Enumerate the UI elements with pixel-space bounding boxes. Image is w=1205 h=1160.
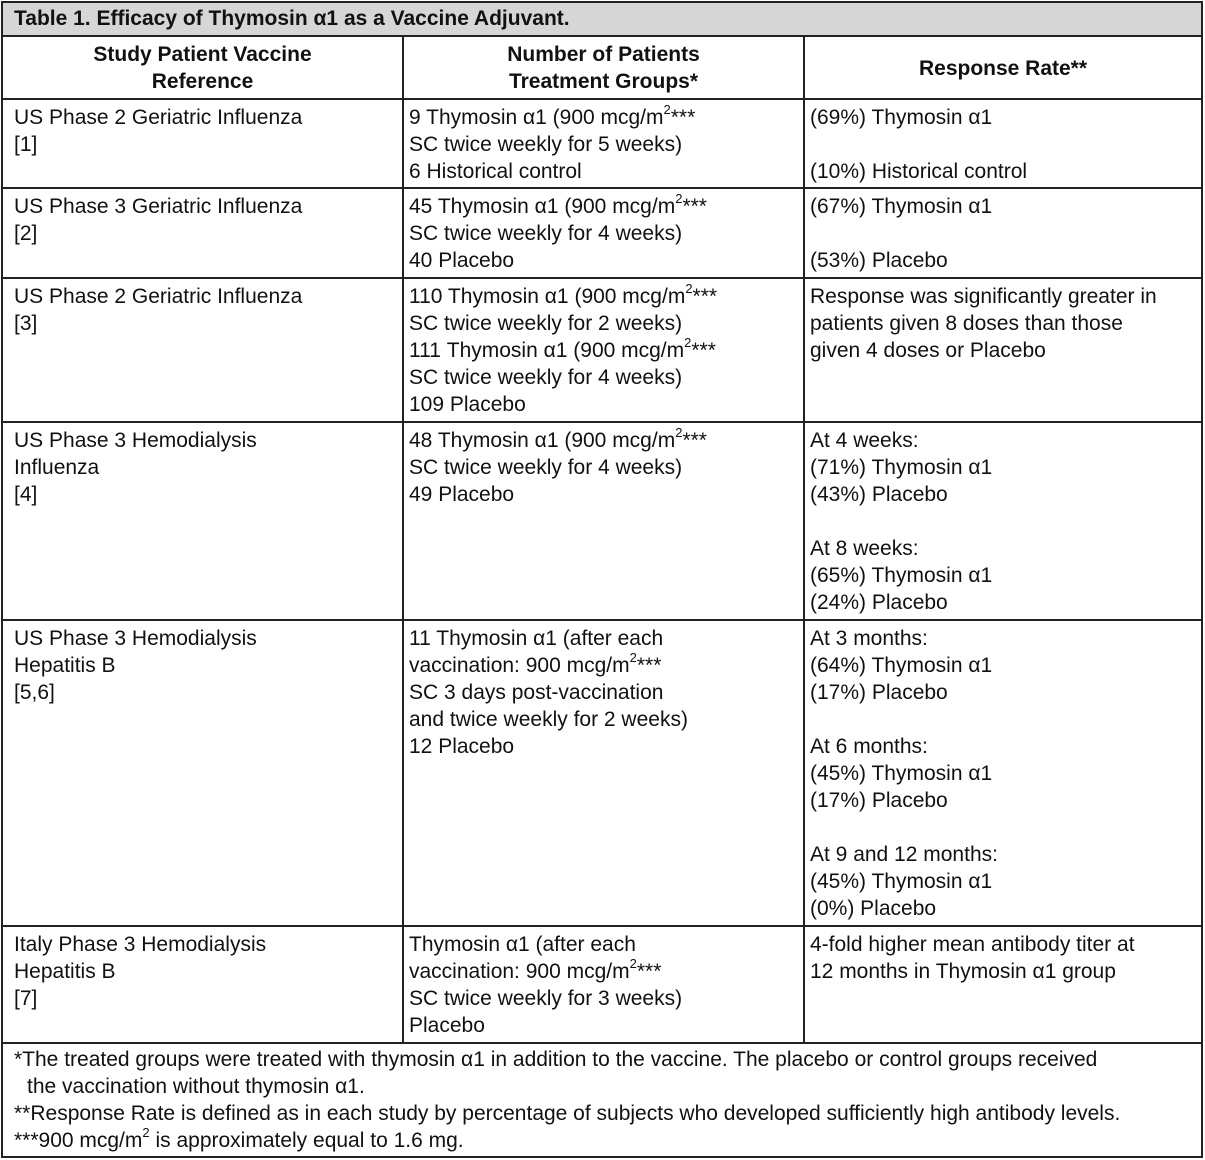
cell-response: (67%) Thymosin α1 (53%) Placebo bbox=[810, 195, 993, 272]
cell-groups: 45 Thymosin α1 (900 mcg/$m^2***$ SC twice weekly for 4 weeks) 40 Placebo bbox=[409, 191, 707, 272]
footnote-single-asterisk: *The treated groups were treated with thymosin α1 in addition to the vaccine. The placebo or control groups received bbox=[14, 1048, 1098, 1071]
row-divider bbox=[3, 619, 1201, 621]
row-divider bbox=[3, 1042, 1201, 1044]
footnote-triple-asterisk: ***900 mcg/$m^2$ is approximately equal to 1.6 mg. bbox=[14, 1125, 464, 1152]
cell-study: US Phase 2 Geriatric Influenza [3] bbox=[14, 285, 303, 335]
cell-response: Response was significantly greater in patients given 8 doses than those given 4 doses or Placebo bbox=[810, 285, 1157, 362]
cell-study: US Phase 3 Hemodialysis Hepatitis B [5,6] bbox=[14, 627, 257, 704]
row-divider bbox=[3, 277, 1201, 279]
row-divider bbox=[3, 421, 1201, 423]
cell-study: US Phase 3 Hemodialysis Influenza [4] bbox=[14, 429, 257, 506]
cell-response: At 3 months: (64%) Thymosin α1 (17%) Placebo At 6 months: (45%) Thymosin α1 (17%) Placebo At 9 and 12 months: (45%) Thymosin α1 (0%) Placebo bbox=[810, 627, 998, 920]
column-header-response: Response Rate** bbox=[918, 57, 1088, 80]
cell-study: US Phase 2 Geriatric Influenza [1] bbox=[14, 106, 303, 156]
cell-groups: 11 Thymosin α1 (after each vaccination: 900 mcg/$m^2***$ SC 3 days post-vaccination and twice weekly for 2 weeks) 12 Placebo bbox=[409, 627, 688, 758]
cell-groups: 9 Thymosin α1 (900 mcg/$m^2***$ SC twice weekly for 5 weeks) 6 Historical control bbox=[409, 102, 696, 183]
cell-response: 4-fold higher mean antibody titer at 12 months in Thymosin α1 group bbox=[810, 933, 1135, 983]
cell-groups: Thymosin α1 (after each vaccination: 900 mcg/$m^2***$ SC twice weekly for 3 weeks) Placebo bbox=[409, 933, 683, 1037]
column-header-patients: Number of Patients Treatment Groups* bbox=[507, 43, 700, 93]
cell-study: Italy Phase 3 Hemodialysis Hepatitis B [7] bbox=[14, 933, 267, 1010]
cell-response: (69%) Thymosin α1 (10%) Historical control bbox=[810, 106, 1028, 183]
cell-study: US Phase 3 Geriatric Influenza [2] bbox=[14, 195, 303, 245]
footnote-single-asterisk-continued: the vaccination without thymosin α1. bbox=[27, 1075, 365, 1098]
row-divider bbox=[3, 925, 1201, 927]
footnote-double-asterisk: **Response Rate is defined as in each study by percentage of subjects who developed sufficiently high antibody levels. bbox=[14, 1102, 1121, 1125]
column-header-study: Study Patient Vaccine Reference bbox=[93, 43, 312, 93]
cell-response: At 4 weeks: (71%) Thymosin α1 (43%) Placebo At 8 weeks: (65%) Thymosin α1 (24%) Placebo bbox=[810, 429, 993, 614]
row-divider bbox=[3, 187, 1201, 189]
table-title: Table 1. Efficacy of Thymosin α1 as a Vaccine Adjuvant. bbox=[3, 3, 1201, 37]
cell-groups: 110 Thymosin α1 (900 mcg/$m^2***$ SC twice weekly for 2 weeks) 111 Thymosin α1 (900 mcg/$m^2***$ SC twice weekly for 4 weeks) 109 Placebo bbox=[409, 281, 718, 416]
table-footnotes bbox=[14, 1046, 1199, 1154]
row-divider bbox=[3, 98, 1201, 100]
cell-groups: 48 Thymosin α1 (900 mcg/$m^2***$ SC twice weekly for 4 weeks) 49 Placebo bbox=[409, 425, 707, 506]
efficacy-table bbox=[1, 1, 1203, 1158]
